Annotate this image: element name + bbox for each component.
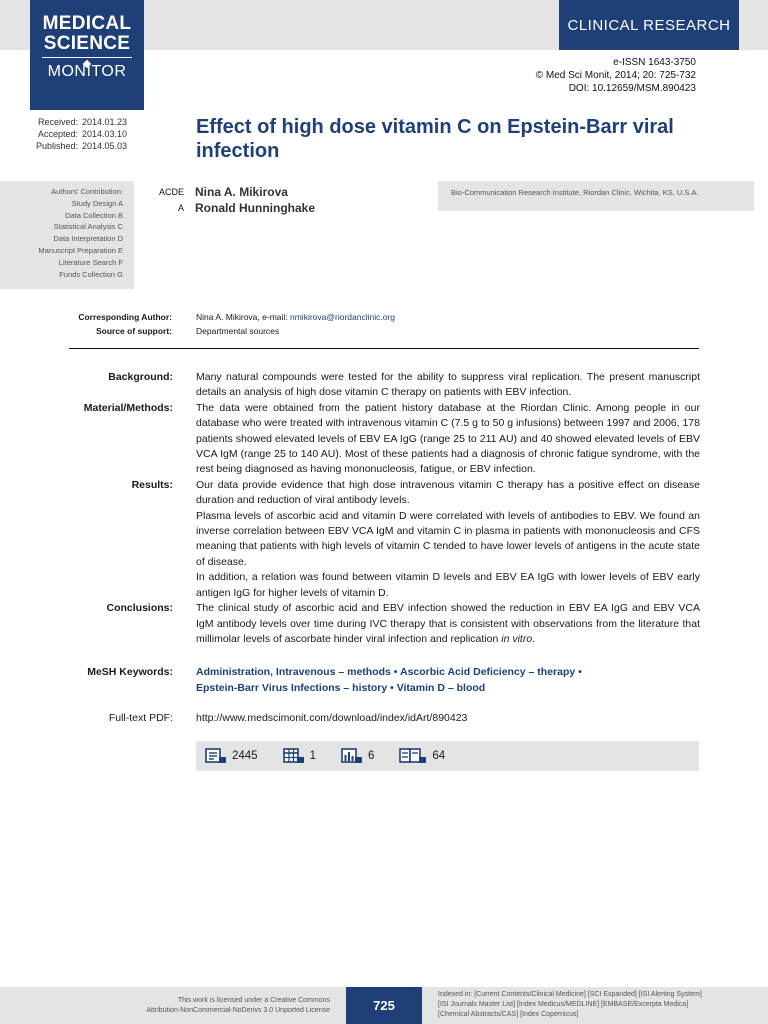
page-footer [0,987,768,1024]
category-banner: CLINICAL RESEARCH [559,0,739,50]
logo-line-1: MEDICAL [42,13,132,34]
contribution-item: Study Design A [71,198,123,208]
date-row: Received: 2014.01.23 [37,117,128,127]
logo-line-3: MONITOR [30,62,144,82]
mesh-line[interactable]: Administration, Intravenous – methods • Ascorbic Acid Deficiency – therapy • [196,666,582,678]
eissn: e-ISSN 1643-3750 [613,57,696,68]
doi[interactable]: DOI: 10.12659/MSM.890423 [568,83,696,94]
mesh-line[interactable]: Epstein-Barr Virus Infections – history • Vitamin D – blood [196,682,486,694]
license-notice: This work is licensed under a Creative Commons Attribution-NonCommercial-NoDerivs 3.0 Unported License [146,997,330,1014]
table-count: 1 [283,748,316,764]
logo-line-2: SCIENCE [43,33,131,54]
references-icon [399,748,427,764]
contribution-item: Literature Search F [58,257,123,267]
publication-dates [18,116,127,152]
abstract-methods: Material/Methods: The data were obtained from the patient history database at the Riordan Clinic. Among people in our database who were treated with intravenous vitamin C (7.5 g to 50 g infusions) between 1997 and 2006, 178 patients showed elevated levels of EBV EA IgG (range 25 to 211 AU) and 40 showed elevated levels of EBV VCA IgM (range 25 to 140 AU). Most of these patients had a diagnosis of chronic fatigue syndrome, with the rest being diagnosed as having mononucleosis, fatigue, or EBV infection. [83,401,700,476]
author-contribution-box [0,181,134,289]
contribution-item: Statistical Analysis C [53,222,123,232]
journal-logo [30,0,144,110]
contribution-heading: Authors' Contribution: [51,187,123,196]
affiliation: Bio-Communication Research Institute, Riordan Clinic, Wichita, KS, U.S.A. [438,181,754,211]
contribution-item: Manuscript Preparation E [38,245,123,255]
email-link[interactable]: nmikirova@riordanclinic.org [290,312,395,322]
source-of-support-row: Source of support: Departmental sources [95,326,280,336]
author-list [140,184,315,216]
correspondence-block [0,310,395,338]
author-name: Ronald Hunninghake [195,201,315,215]
document-icon [205,748,227,764]
fulltext-pdf: Full-text PDF: http://www.medscimonit.com/download/index/idArt/890423 [108,712,468,724]
abstract-conclusions: Conclusions: The clinical study of ascorbic acid and EBV infection showed the reduction in EBV EA IgG and EBV VCA IgM antibody levels over time during IVC therapy that is consistent with observations from the literature that millimolar levels of ascorbate hinder viral infection and replication in vitro. [106,602,700,645]
results-paragraph: In addition, a relation was found between vitamin D levels and EBV EA IgG with lower levels of EBV early antigen IgG for higher levels of vitamin D. [196,571,700,599]
author-row: ACDE Nina A. Mikirova [158,185,288,199]
article-title: Effect of high dose vitamin C on Epstein-Barr viral infection [196,116,674,162]
pdf-link[interactable]: http://www.medscimonit.com/download/index/idArt/890423 [196,712,468,724]
article-stats-bar [196,741,699,771]
abstract [0,370,768,647]
date-row: Accepted: 2014.03.10 [37,129,128,139]
indexing-list: Indexed in: [Current Contents/Clinical Medicine] [SCI Expanded] [ISI Alerting System] [ISI Journals Master List] [Index Medicus/MEDLINE] [EMBASE/Excerpta Medica] [Chemical Abstracts/CAS] [Index Copernicus] [438,991,702,1018]
abstract-background: Background: Many natural compounds were tested for the ability to suppress viral replication. The present manuscript details an analysis of high dose vitamin C therapy on patients with EBV infection. [108,371,700,399]
table-icon [283,748,305,764]
reference-count: 64 [399,748,445,764]
page-number: 725 [346,987,422,1024]
contribution-item: Funds Collection G [59,269,123,279]
author-row: A Ronald Hunninghake [177,201,315,215]
bar-chart-icon [341,748,363,764]
citation: © Med Sci Monit, 2014; 20: 725-732 [535,70,696,81]
results-paragraph: Our data provide evidence that high dose intravenous vitamin C therapy has a positive effect on disease duration and reduction of viral antibody levels. [196,478,700,507]
date-row: Published: 2014.05.03 [35,141,128,151]
mesh-keywords: MeSH Keywords: Administration, Intravenous – methods • Ascorbic Acid Deficiency – therapy • Epstein-Barr Virus Infections – history • Vitamin D – blood [0,664,616,696]
divider [69,348,699,349]
contribution-item: Data Collection B [65,210,123,220]
figure-count: 6 [341,748,374,764]
corresponding-author-row: Corresponding Author: Nina A. Mikirova, e-mail: nmikirova@riordanclinic.org [78,312,395,322]
journal-meta [536,56,696,95]
author-name: Nina A. Mikirova [195,185,288,199]
abstract-results: Results: Our data provide evidence that high dose intravenous vitamin C therapy has a positive effect on disease duration and reduction of viral antibody levels. Plasma levels of ascorbic acid and vitamin D were correlated with levels of antibodies to EBV. We found an inverse correlation between EBV VCA IgM and vitamin C in plasma in patients with mononucleosis and CFS meaning that patients with high levels of vitamin C tended to have lower levels of antigens in the acute state of disease. In addition, a relation was found between vitamin D levels and EBV EA IgG with lower levels of EBV early antigen IgG for higher levels of vitamin D. [0,478,768,601]
results-paragraph: Plasma levels of ascorbic acid and vitamin D were correlated with levels of antibodies to EBV. We found an inverse correlation between EBV VCA IgM and vitamin C in plasma in patients with mononucleosis and CFS meaning that patients with high levels of vitamin C tended to have lower levels of antigens in the acute state of disease. [196,509,700,568]
contribution-item: Data Interpretation D [53,234,123,244]
word-count: 2445 [205,748,258,764]
